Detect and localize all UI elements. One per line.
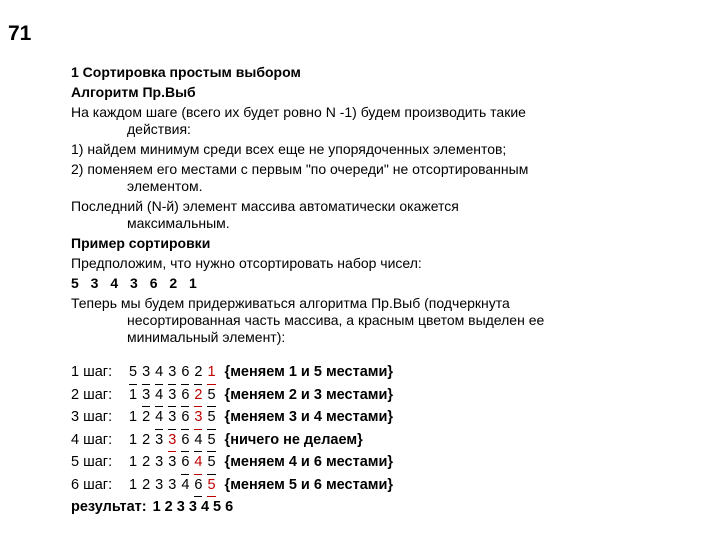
step-digit: 6: [181, 362, 189, 385]
step-note: {меняем 4 и 6 местами}: [224, 454, 394, 470]
step-label: 5 шаг:: [71, 454, 113, 470]
step-row: [71, 385, 651, 408]
step-digit: 2: [194, 385, 202, 408]
algorithm-heading: Алгоритм Пр.Выб: [71, 84, 196, 100]
result-label: результат:: [71, 499, 147, 515]
step-digit: 3: [155, 454, 164, 470]
step-digit: 3: [142, 362, 150, 385]
slide-content: [71, 64, 651, 519]
step-digit: 2: [142, 476, 151, 493]
step-row: [71, 407, 651, 430]
step-digit: 2: [194, 362, 202, 385]
follow-line-2: несортированная часть массива, а красным цветом выделен ее: [127, 312, 545, 328]
follow-line-1: Теперь мы будем придерживаться алгоритма Пр.Выб (подчеркнута: [71, 295, 510, 311]
follow-paragraph: [71, 295, 651, 346]
step-digit: 5: [207, 407, 215, 430]
step-digit: 3: [142, 385, 150, 408]
step-digit: 6: [194, 475, 202, 498]
step-digit: 3: [155, 431, 164, 448]
suppose-text: Предположим, что нужно отсортировать набор чисел:: [71, 255, 422, 271]
step-sequence: [129, 362, 221, 385]
steps-list: [71, 362, 651, 519]
step-label: 3 шаг:: [71, 409, 113, 425]
step-digit: 6: [181, 385, 189, 408]
step-note: {меняем 3 и 4 местами}: [224, 409, 394, 425]
slide-number: 71: [8, 22, 32, 45]
step-digit: 1: [129, 409, 138, 425]
result-row: [71, 497, 651, 519]
step-digit: 1: [129, 431, 138, 448]
step-row: [71, 452, 651, 475]
step-digit: 2: [142, 409, 151, 425]
step-digit: 1: [129, 454, 138, 470]
step-digit: 3: [168, 454, 177, 470]
step-digit: 5: [207, 452, 215, 475]
step-item-2-line-1: 2) поменяем его местами с первым "по очереди" не отсортированным: [71, 161, 529, 177]
step-sequence: [129, 452, 221, 475]
step-digit: 4: [181, 476, 190, 493]
step-digit: 3: [168, 476, 177, 493]
step-digit: 4: [155, 362, 163, 385]
result-numbers: 1 2 3 3 4 5 6: [152, 499, 234, 515]
step-note: {меняем 1 и 5 местами}: [224, 364, 394, 380]
step-label: 2 шаг:: [71, 386, 113, 403]
step-digit: 5: [207, 385, 215, 408]
input-numbers: 5 3 4 3 6 2 1: [71, 275, 198, 291]
step-row: [71, 362, 651, 385]
intro-line-2: действия:: [127, 121, 191, 137]
step-item-1: 1) найдем минимум среди всех еще не упорядоченных элементов;: [71, 141, 507, 157]
step-digit: 5: [129, 362, 137, 385]
step-digit: 3: [155, 476, 164, 493]
step-digit: 1: [129, 476, 138, 493]
step-note: {меняем 2 и 3 местами}: [224, 386, 394, 403]
step-item-2: [71, 161, 651, 195]
last-element-note: [71, 198, 651, 232]
step-digit: 3: [168, 430, 176, 453]
section-heading: 1 Сортировка простым выбором: [71, 64, 301, 80]
step-label: 1 шаг:: [71, 364, 113, 380]
step-digit: 6: [181, 430, 189, 453]
step-digit: 4: [155, 407, 163, 430]
last-element-line-1: Последний (N-й) элемент массива автоматически окажется: [71, 198, 459, 214]
example-heading: Пример сортировки: [71, 235, 211, 251]
step-digit: 6: [181, 407, 189, 430]
step-note: {меняем 5 и 6 местами}: [224, 476, 394, 493]
step-row: [71, 430, 651, 453]
intro-paragraph: [71, 104, 651, 138]
step-sequence: [129, 407, 221, 430]
step-digit: 1: [207, 362, 215, 385]
step-digit: 4: [194, 452, 202, 475]
follow-line-3: минимальный элемент):: [127, 329, 286, 345]
step-digit: 3: [168, 385, 176, 408]
step-digit: 5: [207, 475, 215, 498]
step-digit: 1: [129, 386, 138, 403]
intro-line-1: На каждом шаге (всего их будет ровно N -1) будем производить такие: [71, 104, 526, 120]
step-digit: 6: [181, 452, 189, 475]
step-label: 6 шаг:: [71, 476, 113, 493]
step-digit: 3: [194, 407, 202, 430]
step-sequence: [129, 430, 221, 453]
step-note: {ничего не делаем}: [224, 431, 363, 448]
step-digit: 5: [207, 430, 215, 453]
step-digit: 4: [155, 385, 163, 408]
step-digit: 4: [194, 430, 202, 453]
step-sequence: [129, 475, 221, 498]
step-digit: 2: [142, 454, 151, 470]
last-element-line-2: максимальным.: [127, 215, 230, 231]
step-digit: 3: [168, 407, 176, 430]
step-item-2-line-2: элементом.: [127, 178, 203, 194]
step-label: 4 шаг:: [71, 431, 113, 448]
step-digit: 2: [142, 431, 151, 448]
step-digit: 3: [168, 362, 176, 385]
step-row: [71, 475, 651, 498]
step-sequence: [129, 385, 221, 408]
